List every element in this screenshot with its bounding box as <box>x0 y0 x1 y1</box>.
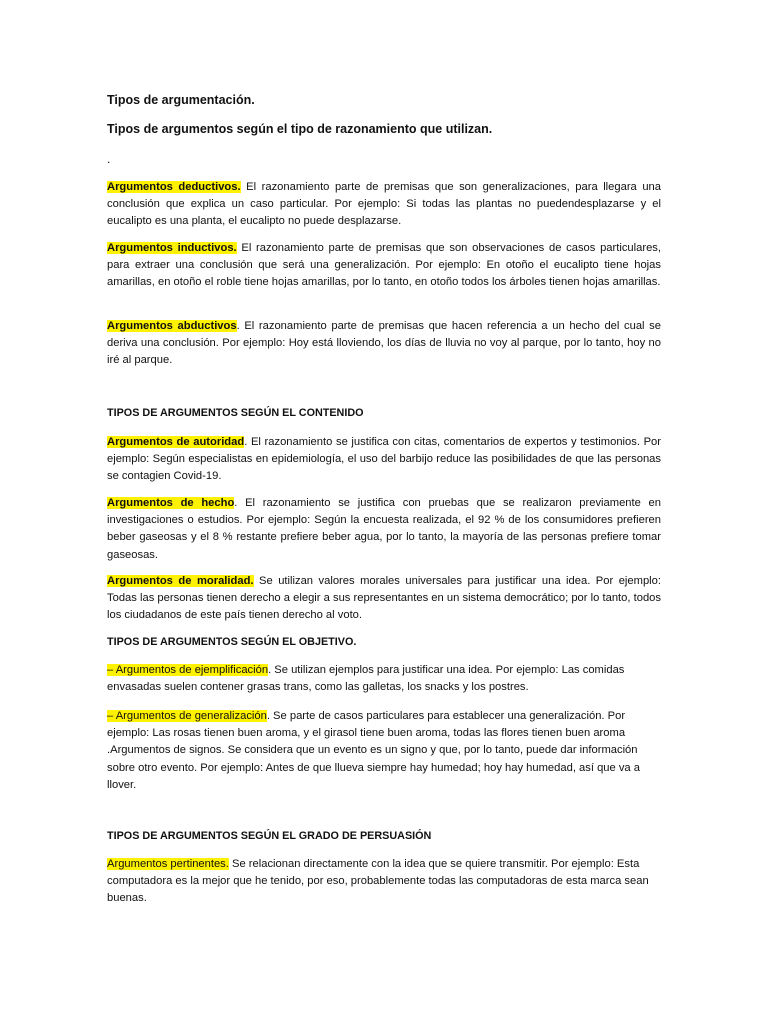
text-fact: . El razonamiento se justifica con pruebas que se realizaron previamente en investigaciones o estudios. Por ejemplo: Según la encuesta realizada, el 92 % de los consumidores prefieren beber gaseosas y el 8 % restante prefiere beber agua, por lo tanto, la mayoría de las personas prefiere tomar gaseosas. <box>107 497 661 561</box>
paragraph-inductive <box>107 240 661 292</box>
term-pertinent: Argumentos pertinentes. <box>107 858 229 870</box>
text-authority: . El razonamiento se justifica con citas, comentarios de expertos y testimonios. Por ejemplo: Según especialistas en epidemiología, el uso del barbijo reduce las posibilidades de que las personas se contagien Covid-19. <box>107 436 661 483</box>
term-inductive: Argumentos inductivos. <box>107 242 237 254</box>
text-generalization: . Se parte de casos particulares para establecer una generalización. Por ejemplo: Las rosas tienen buen aroma, y el girasol tiene buen aroma, todas las flores tienen buen aroma .Argumentos de signos. Se considera que un evento es un signo y que, por lo tanto, puede dar información sobre otro evento. Por ejemplo: Antes de que llueva siempre hay humedad; hoy hay humedad, así que va a llover. <box>107 710 640 791</box>
text-abductive: . El razonamiento parte de premisas que hacen referencia a un hecho del cual se deriva una conclusión. Por ejemplo: Hoy está lloviendo, los días de lluvia no voy al parque, por lo tanto, hoy no iré al parque. <box>107 320 661 367</box>
text-inductive: El razonamiento parte de premisas que son observaciones de casos particulares, para extraer una conclusión que será una generalización. Por ejemplo: En otoño el eucalipto tiene hojas amarillas, en otoño el roble tiene hojas amarillas, por lo tanto, en otoño todos los árboles tienen hojas amarillas. <box>107 242 662 289</box>
text-exemplification: . Se utilizan ejemplos para justificar una idea. Por ejemplo: Las comidas envasadas suelen contener grasas trans, como las galletas, los snacks y los postres. <box>107 664 625 694</box>
paragraph-pertinent <box>107 856 661 908</box>
term-fact: Argumentos de hecho <box>107 497 235 509</box>
paragraph-exemplification <box>107 662 661 696</box>
paragraph-generalization <box>107 708 661 794</box>
text-pertinent: Se relacionan directamente con la idea que se quiere transmitir. Por ejemplo: Esta computadora es la mejor que he tenido, por eso, probablemente todas las computadoras de esta marca sean buenas. <box>107 858 649 905</box>
term-exemplification: – Argumentos de ejemplificación <box>107 664 269 676</box>
term-abductive: Argumentos abductivos <box>107 320 237 332</box>
paragraph-fact <box>107 495 661 564</box>
heading-objective: TIPOS DE ARGUMENTOS SEGÚN EL OBJETIVO. <box>107 636 357 648</box>
text-deductive: El razonamiento parte de premisas que son generalizaciones, para llegara una conclusión que explica un caso particular. Por ejemplo: Si todas las plantas no puedendesplazarse y el eucalipto es una planta, el eucalipto no puede desplazarse. <box>107 181 661 228</box>
paragraph-authority <box>107 434 661 486</box>
paragraph-abductive <box>107 318 661 370</box>
term-deductive: Argumentos deductivos. <box>107 181 241 193</box>
document-subtitle: Tipos de argumentos según el tipo de razonamiento que utilizan. <box>107 122 493 136</box>
paragraph-morality <box>107 573 661 625</box>
term-morality: Argumentos de moralidad. <box>107 575 254 587</box>
document-title: Tipos de argumentación. <box>107 93 255 107</box>
stray-dot: . <box>107 152 111 166</box>
heading-persuasion: TIPOS DE ARGUMENTOS SEGÚN EL GRADO DE PERSUASIÓN <box>107 830 432 842</box>
paragraph-deductive <box>107 179 661 231</box>
heading-content: TIPOS DE ARGUMENTOS SEGÚN EL CONTENIDO <box>107 407 364 419</box>
text-morality: Se utilizan valores morales universales para justificar una idea. Por ejemplo: Todas las personas tienen derecho a elegir a sus representantes en un sistema democrático; por lo tanto, todos los ciudadanos de este país tienen derecho al voto. <box>107 575 661 622</box>
term-authority: Argumentos de autoridad <box>107 436 245 448</box>
term-generalization: – Argumentos de generalización <box>107 710 267 722</box>
